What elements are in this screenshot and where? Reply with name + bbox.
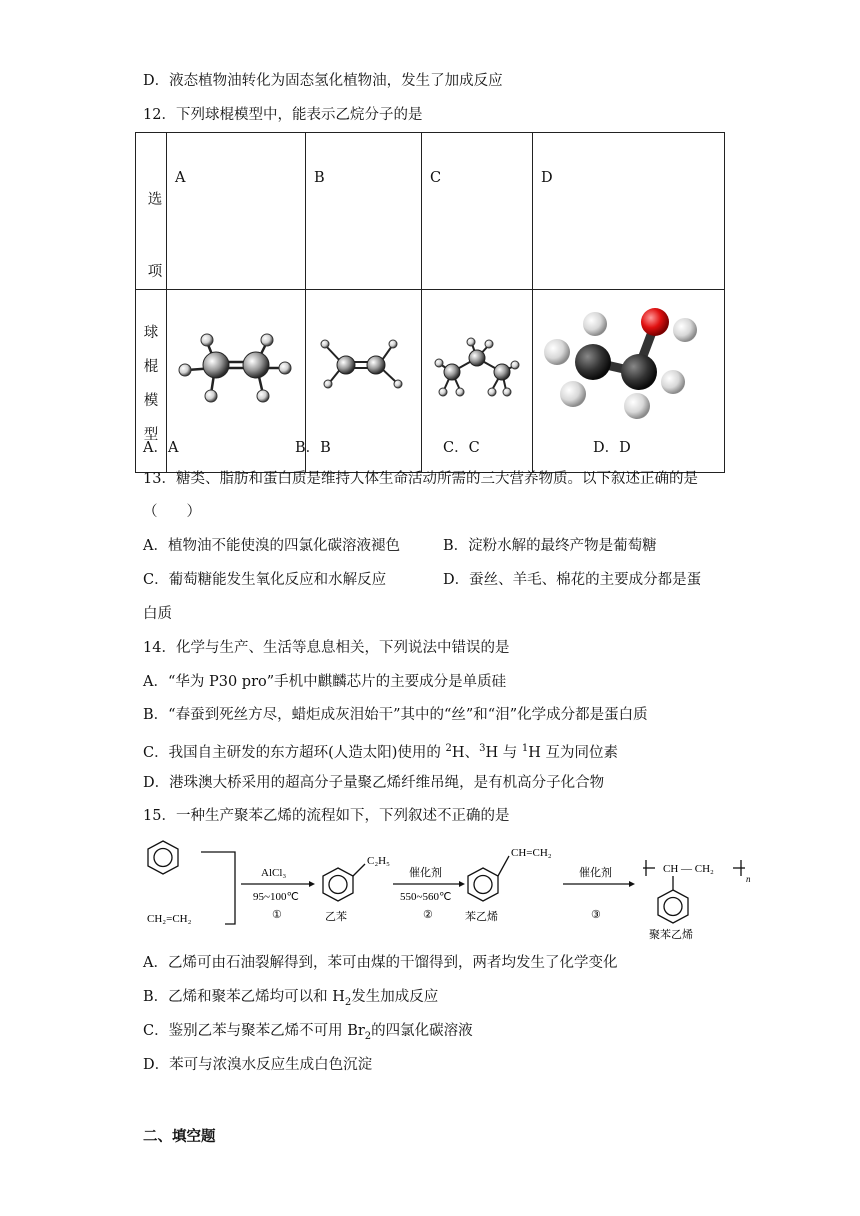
- q12-stem: 12．下列球棍模型中，能表示乙烷分子的是: [143, 107, 423, 123]
- polystyrene-ring: [658, 876, 688, 923]
- q12-option-a[interactable]: A．A: [143, 440, 179, 456]
- row-char: 型: [143, 427, 159, 443]
- q13-option-c[interactable]: C．葡萄糖能发生氧化反应和水解反应: [143, 572, 387, 588]
- q14-c-text: C．我国自主研发的东方超环(人造太阳)使用的: [143, 744, 446, 761]
- step3-catalyst: 催化剂: [579, 867, 612, 879]
- q14-option-c[interactable]: [143, 739, 618, 763]
- step1-temp: 95~100℃: [253, 891, 299, 903]
- step2-catalyst: 催化剂: [409, 867, 442, 879]
- row-char: 球: [143, 325, 159, 341]
- q15-c-text: 的四氯化碳溶液: [371, 1023, 473, 1039]
- iso-text: H、: [451, 744, 480, 761]
- iso-text: H 与: [485, 744, 522, 761]
- header-char: 项: [147, 264, 163, 280]
- header-char: 选: [147, 192, 163, 208]
- ethyl-group: C₂H₅: [367, 855, 390, 867]
- ethylbenzene-ring: [323, 864, 365, 901]
- col-a-header: A: [167, 133, 306, 290]
- iso-text: H 互为同位素: [528, 744, 618, 761]
- benzene-ring: [148, 841, 178, 874]
- styrene-ring: [468, 856, 509, 901]
- step1-num: ①: [272, 909, 282, 921]
- col-b-header: B: [306, 133, 422, 290]
- q15-b-text: B．乙烯和聚苯乙烯均可以和 H: [143, 989, 345, 1005]
- q15-stem: 15．一种生产聚苯乙烯的流程如下，下列叙述不正确的是: [143, 808, 510, 824]
- polymer-chain: CH — CH₂: [663, 863, 714, 875]
- step2-temp: 550~560℃: [400, 891, 452, 903]
- col-d-header: D: [533, 133, 725, 290]
- q13-option-a[interactable]: A．植物油不能使溴的四氯化碳溶液褪色: [143, 538, 400, 554]
- iso-mass: 1: [521, 743, 529, 754]
- ethylene-reactant: CH₂=CH₂: [147, 913, 192, 925]
- q15-option-b[interactable]: [143, 987, 438, 1013]
- q14-option-b[interactable]: B．“春蚕到死丝方尽，蜡炬成灰泪始干”其中的“丝”和“泪”化学成分都是蛋白质: [143, 707, 648, 723]
- q15-c-text: C．鉴别乙苯与聚苯乙烯不可用 Br: [143, 1023, 365, 1039]
- q15-option-c[interactable]: [143, 1021, 473, 1047]
- step3-num: ③: [591, 909, 601, 921]
- q15-option-a[interactable]: A．乙烯可由石油裂解得到，苯可由煤的干馏得到，两者均发生了化学变化: [143, 955, 618, 971]
- q11-option-d: D．液态植物油转化为固态氢化植物油，发生了加成反应: [143, 73, 503, 89]
- q12-option-b[interactable]: B．B: [295, 440, 331, 456]
- q12-option-d[interactable]: D．D: [593, 440, 631, 456]
- q13-stem: 13．糖类、脂肪和蛋白质是维持人体生命活动所需的三大营养物质。以下叙述正确的是: [143, 471, 698, 487]
- q14-option-a[interactable]: A．“华为 P30 pro”手机中麒麟芯片的主要成分是单质硅: [143, 674, 507, 690]
- q13-option-b[interactable]: B．淀粉水解的最终产物是葡萄糖: [443, 538, 657, 554]
- subscript: 2: [364, 1030, 372, 1042]
- q12-model-table: [135, 132, 725, 473]
- q15-b-text: 发生加成反应: [351, 989, 439, 1005]
- q13-option-d[interactable]: D．蚕丝、羊毛、棉花的主要成分都是蛋: [443, 572, 702, 588]
- section-title: 二、填空题: [143, 1129, 216, 1145]
- styrene-name: 苯乙烯: [465, 911, 498, 923]
- row-char: 棍: [143, 359, 159, 375]
- polymer-n: n: [746, 874, 751, 884]
- table-header-label: [136, 133, 167, 290]
- vinyl-group: CH=CH₂: [511, 847, 552, 859]
- iso-mass: 2: [445, 743, 452, 754]
- q13-paren: （ ）: [143, 504, 201, 520]
- iso-mass: 3: [479, 743, 486, 754]
- subscript: 2: [344, 996, 352, 1008]
- q15-reaction-scheme: [143, 838, 755, 942]
- model-a-ethylene: [167, 290, 306, 473]
- q13-option-d-cont: 白质: [143, 606, 172, 622]
- q14-option-d[interactable]: D．港珠澳大桥采用的超高分子量聚乙烯纤维吊绳，是有机高分子化合物: [143, 775, 605, 791]
- q12-option-c[interactable]: C．C: [443, 440, 480, 456]
- step1-catalyst: AlCl₃: [261, 867, 287, 879]
- row-char: 模: [143, 393, 159, 409]
- polystyrene-name: 聚苯乙烯: [649, 929, 693, 941]
- step2-num: ②: [423, 909, 433, 921]
- col-c-header: C: [422, 133, 533, 290]
- q15-option-d[interactable]: D．苯可与浓溴水反应生成白色沉淀: [143, 1057, 373, 1073]
- q14-stem: 14．化学与生产、生活等息息相关，下列说法中错误的是: [143, 640, 510, 656]
- ethylbenzene-name: 乙苯: [325, 911, 347, 923]
